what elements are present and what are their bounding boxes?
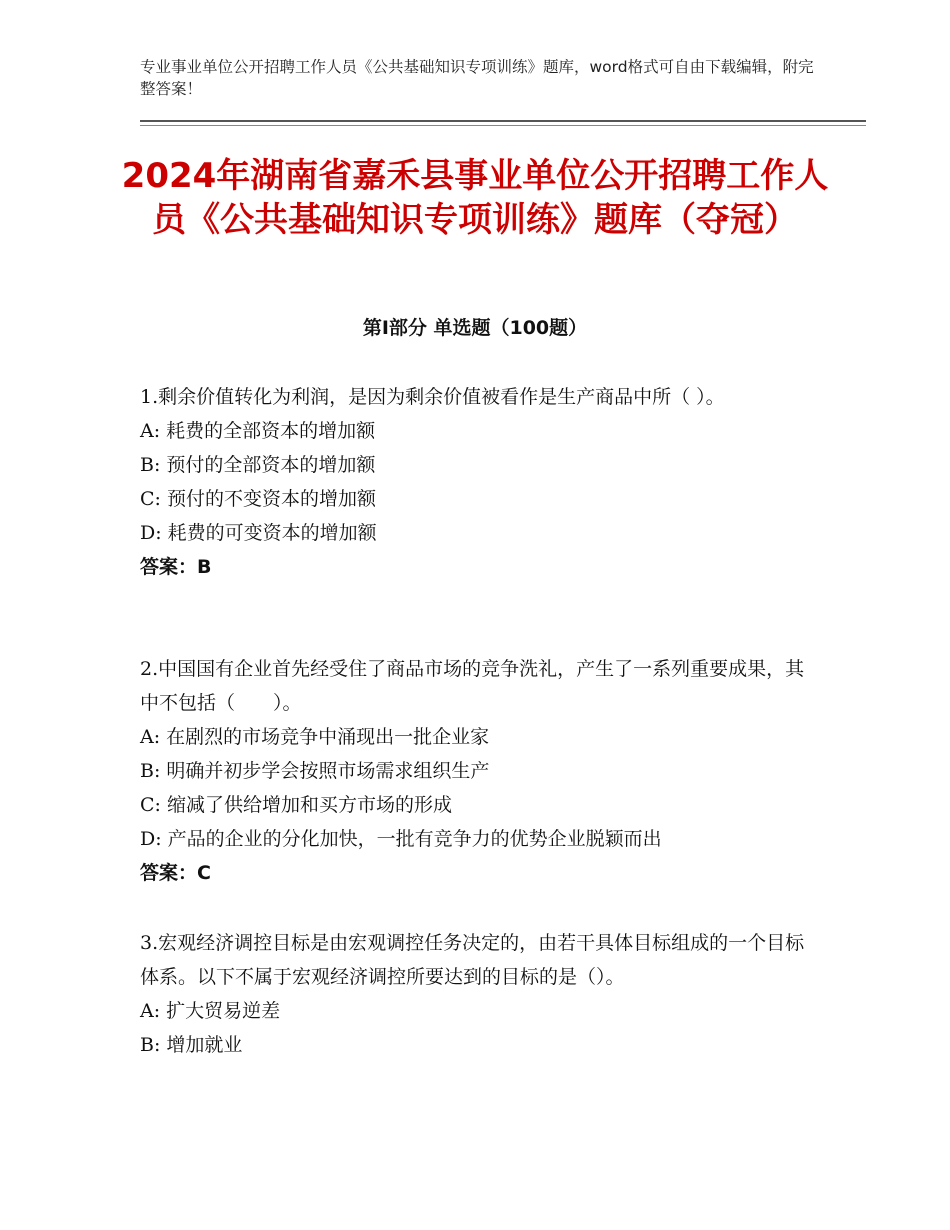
- answer: 答案：C: [140, 862, 211, 884]
- option-c: C: 预付的不变资本的增加额: [140, 488, 376, 510]
- document-title: 2024年湖南省嘉禾县事业单位公开招聘工作人员《公共基础知识专项训练》题库（夺冠）: [121, 156, 829, 240]
- question-stem: 2.中国国有企业首先经受住了商品市场的竞争洗礼，产生了一系列重要成果，其中不包括（ ）。: [140, 658, 805, 714]
- option-a: A: 耗费的全部资本的增加额: [140, 420, 376, 442]
- option-d: D: 产品的企业的分化加快，一批有竞争力的优势企业脱颖而出: [140, 828, 662, 850]
- option-b: B: 增加就业: [140, 1034, 243, 1056]
- option-b: B: 明确并初步学会按照市场需求组织生产: [140, 760, 490, 782]
- answer: 答案：B: [140, 556, 212, 578]
- header-divider: [140, 120, 866, 122]
- section-title: 第Ⅰ部分 单选题（100题）: [362, 317, 588, 339]
- option-a: A: 扩大贸易逆差: [140, 1000, 281, 1022]
- header-divider-thin: [140, 125, 866, 126]
- question-2: [140, 652, 820, 890]
- option-b: B: 预付的全部资本的增加额: [140, 454, 376, 476]
- question-stem: 3.宏观经济调控目标是由宏观调控任务决定的，由若干具体目标组成的一个目标体系。以下不属于宏观经济调控所要达到的目标的是（）。: [140, 932, 805, 988]
- option-a: A: 在剧烈的市场竞争中涌现出一批企业家: [140, 726, 490, 748]
- header-note: 专业事业单位公开招聘工作人员《公共基础知识专项训练》题库，word格式可自由下载编辑，附完整答案！: [140, 58, 814, 98]
- option-d: D: 耗费的可变资本的增加额: [140, 522, 377, 544]
- question-1: [140, 380, 820, 584]
- option-c: C: 缩减了供给增加和买方市场的形成: [140, 794, 452, 816]
- question-stem: 1.剩余价值转化为利润，是因为剩余价值被看作是生产商品中所（ ）。: [140, 386, 725, 408]
- question-3: [140, 926, 820, 1062]
